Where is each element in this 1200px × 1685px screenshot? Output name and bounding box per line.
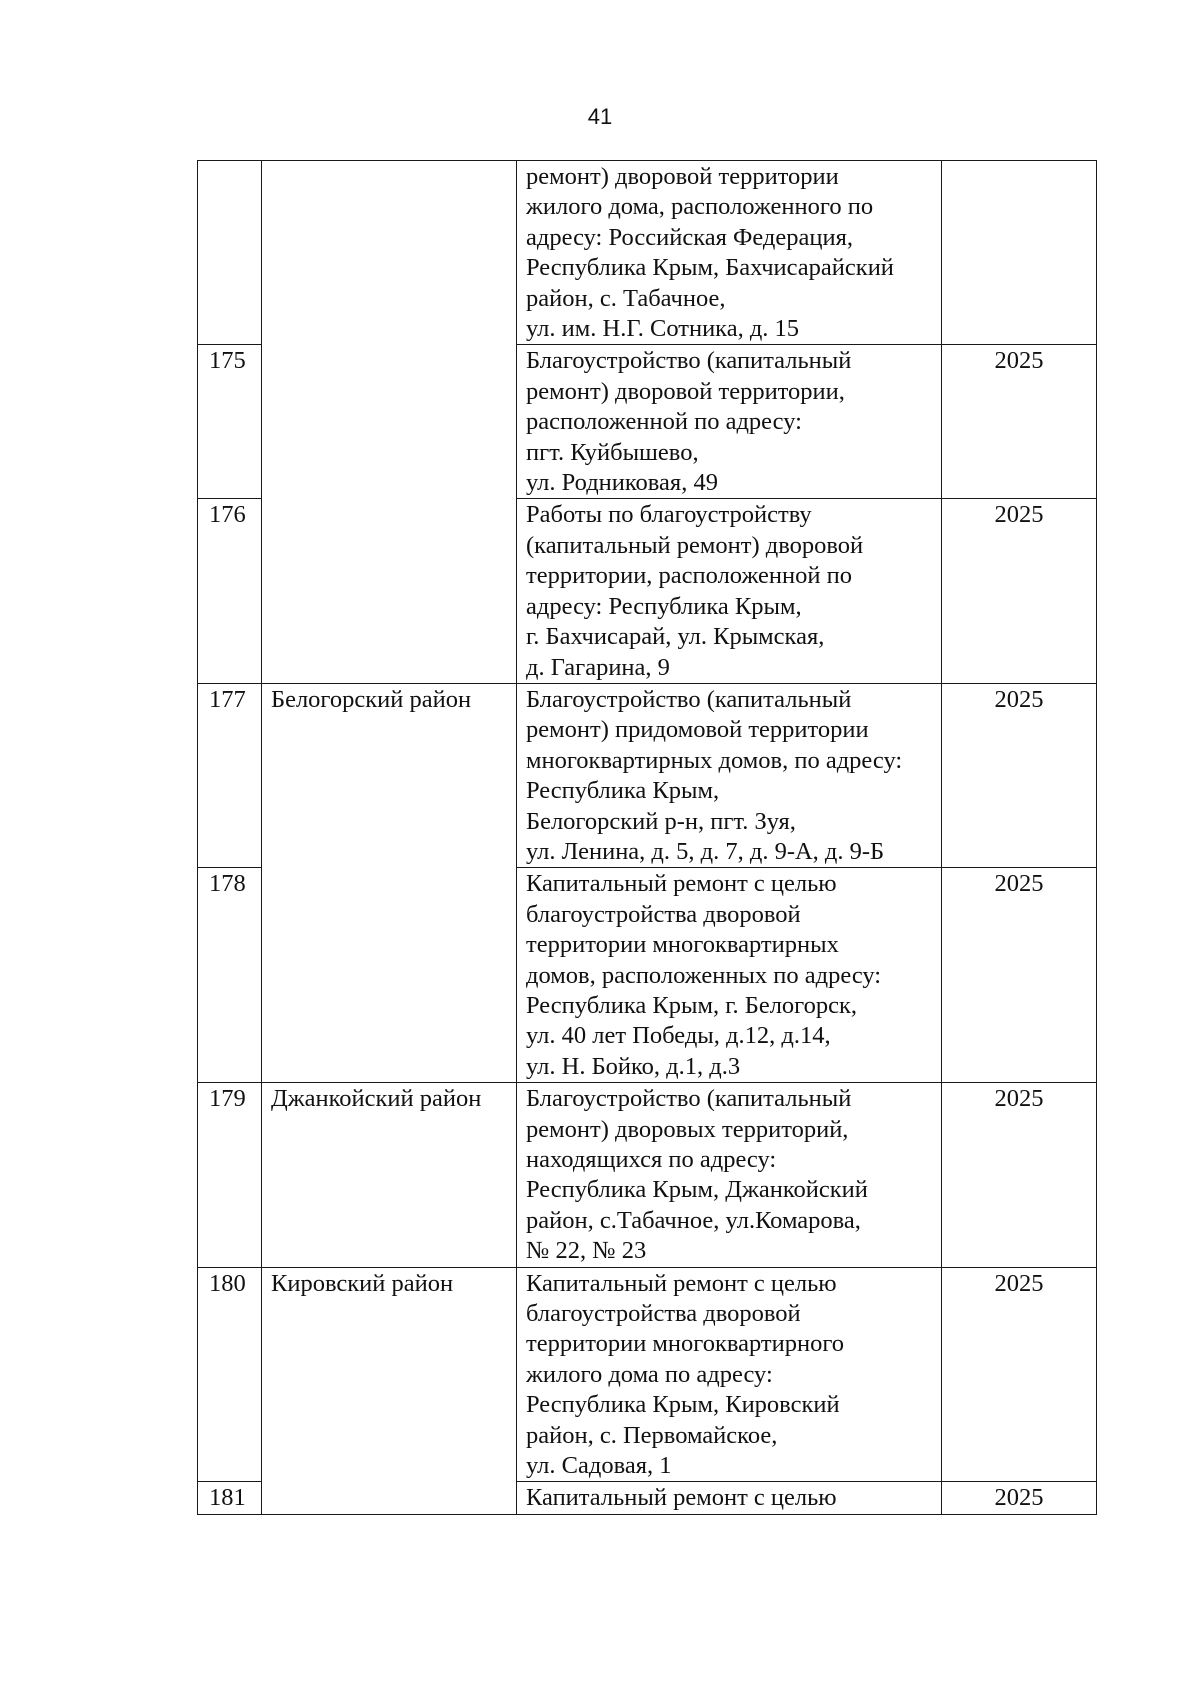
description-line: расположенной по адресу: [526,408,802,436]
year-cell [942,161,1097,345]
district-cell [262,345,517,499]
description-line: Республика Крым, [526,777,720,805]
year-cell: 2025 [942,683,1097,867]
year-cell: 2025 [942,1083,1097,1267]
description-line: территории, расположенной по [526,562,853,590]
description-line: территории многоквартирного [526,1330,845,1358]
description-line: ремонт) дворовых территорий, [526,1115,849,1143]
district-cell: Кировский район [262,1267,517,1482]
description-line: Работы по благоустройству [526,501,812,529]
row-number-cell: 176 [198,499,262,683]
projects-table-body [198,161,1097,1515]
description-cell [517,499,942,683]
row-number-cell: 177 [198,683,262,867]
description-line: жилого дома, расположенного по [526,193,874,221]
row-number-cell: 178 [198,868,262,1083]
description-line: Белогорский р-н, пгт. Зуя, [526,807,796,835]
description-line: Республика Крым, Кировский [526,1391,840,1419]
table-row [198,499,1097,683]
description-cell [517,1267,942,1482]
description-line: домов, расположенных по адресу: [526,961,882,989]
description-line: благоустройства дворовой [526,1300,801,1328]
description-line: Капитальный ремонт с целью [526,1269,837,1297]
description-line: жилого дома по адресу: [526,1360,773,1388]
description-line: ремонт) придомовой территории [526,716,869,744]
district-cell [262,1482,517,1514]
table-row [198,161,1097,345]
description-line: территории многоквартирных [526,931,839,959]
district-cell: Белогорский район [262,683,517,867]
table-row [198,345,1097,499]
year-cell: 2025 [942,868,1097,1083]
description-line: район, с. Первомайское, [526,1421,778,1449]
district-cell [262,499,517,683]
year-cell: 2025 [942,345,1097,499]
row-number-cell [198,161,262,345]
description-line: ул. Н. Бойко, д.1, д.3 [526,1052,741,1080]
row-number-cell: 181 [198,1482,262,1514]
description-line: ул. 40 лет Победы, д.12, д.14, [526,1022,831,1050]
year-cell: 2025 [942,1267,1097,1482]
table-row [198,683,1097,867]
description-line: Благоустройство (капитальный [526,685,852,713]
page-number: 41 [587,104,613,129]
table-row [198,1482,1097,1514]
description-cell [517,161,942,345]
year-cell: 2025 [942,499,1097,683]
description-cell [517,345,942,499]
description-line: д. Гагарина, 9 [526,653,670,681]
description-line: район, с. Табачное, [526,284,726,312]
row-number-cell: 180 [198,1267,262,1482]
description-line: ул. Ленина, д. 5, д. 7, д. 9-А, д. 9-Б [526,837,885,865]
district-cell [262,161,517,345]
description-line: (капитальный ремонт) дворовой [526,531,864,559]
description-cell [517,1083,942,1267]
description-line: многоквартирных домов, по адресу: [526,746,903,774]
table-row [198,868,1097,1083]
table-row [198,1267,1097,1482]
row-number-cell: 179 [198,1083,262,1267]
description-line: г. Бахчисарай, ул. Крымская, [526,623,825,651]
row-number-cell: 175 [198,345,262,499]
table-row [198,1083,1097,1267]
description-line: Благоустройство (капитальный [526,1085,852,1113]
description-line: адресу: Российская Федерация, [526,223,853,251]
description-line: ул. Родниковая, 49 [526,469,718,497]
description-line: ул. Садовая, 1 [526,1452,672,1480]
description-line: находящихся по адресу: [526,1146,777,1173]
description-line: район, с.Табачное, ул.Комарова, [526,1206,861,1234]
description-line: ремонт) дворовой территории [526,163,839,190]
description-line: Капитальный ремонт с целью [526,870,837,898]
description-line: Республика Крым, Бахчисарайский [526,254,894,282]
description-line: Республика Крым, Джанкойский [526,1176,868,1204]
description-line: № 22, № 23 [526,1237,647,1265]
description-cell [517,683,942,867]
district-cell [262,868,517,1083]
description-cell [517,868,942,1083]
projects-table [197,160,1097,1515]
year-cell: 2025 [942,1482,1097,1514]
description-line: ремонт) дворовой территории, [526,377,845,405]
description-line: адресу: Республика Крым, [526,592,802,620]
description-line: Капитальный ремонт с целью [526,1484,837,1512]
description-line: ул. им. Н.Г. Сотника, д. 15 [526,315,800,343]
description-line: пгт. Куйбышево, [526,438,699,466]
description-line: Республика Крым, г. Белогорск, [526,991,858,1019]
description-line: Благоустройство (капитальный [526,347,852,375]
description-line: благоустройства дворовой [526,900,801,928]
description-cell [517,1482,942,1514]
district-cell: Джанкойский район [262,1083,517,1267]
